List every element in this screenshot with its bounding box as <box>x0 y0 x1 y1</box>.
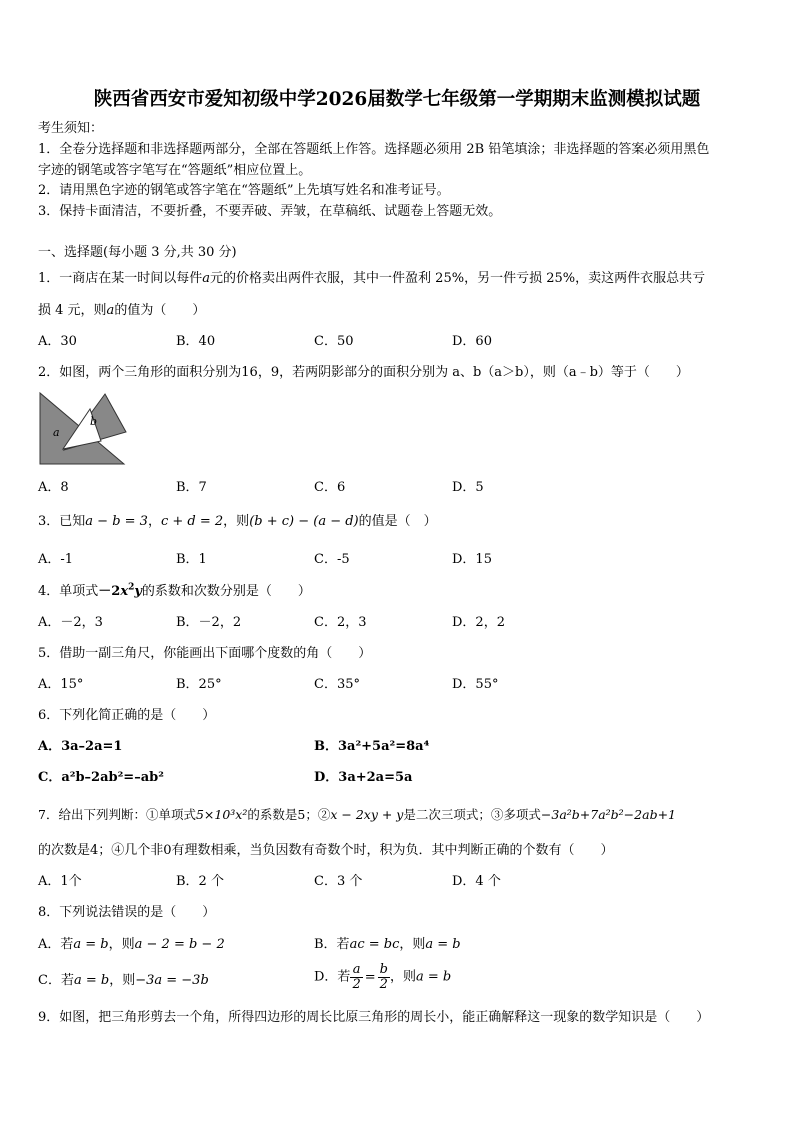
option-c: C．a²b–2ab²=–ab² <box>38 770 164 785</box>
option-b: B．3a²+5a²=8a⁴ <box>314 739 430 754</box>
option-d: D．4 个 <box>452 874 501 889</box>
question-4-text: 4．单项式$-2x^2y$的系数和次数分别是（ ） <box>38 582 311 599</box>
option-a: A．30 <box>38 334 77 349</box>
option-b: B．7 <box>176 480 207 495</box>
option-a: A．－2，3 <box>38 615 103 630</box>
option-a: A．3a–2a=1 <box>38 739 123 754</box>
question-1-line-2: 损 4 元，则a的值为（ ） <box>38 303 206 318</box>
option-b: B．2 个 <box>176 874 224 889</box>
label-b: b <box>90 415 98 428</box>
question-7-line-1: 7．给出下列判断：①单项式5×10³x²的系数是5；②x − 2xy + y是二次三项式；③多项式−3a²b+7a²b²−2ab+1 <box>38 807 676 822</box>
question-5-text: 5．借助一副三角尺，你能画出下面哪个度数的角（ ） <box>38 646 372 661</box>
option-c: C．2，3 <box>314 615 367 630</box>
option-c: C．50 <box>314 334 354 349</box>
option-c: C．若a = b，则−3a = −3b <box>38 973 209 988</box>
notice-item: 1．全卷分选择题和非选择题两部分，全部在答题纸上作答。选择题必须用 2B 铅笔填涂；非选择题的答案必须用黑色 <box>38 142 710 157</box>
option-c: C．3 个 <box>314 874 363 889</box>
fraction: $\frac{b}{2}$ <box>379 962 388 992</box>
option-d: D．5 <box>452 480 484 495</box>
notice-heading: 考生须知： <box>38 121 104 136</box>
question-9-text: 9．如图，把三角形剪去一个角，所得四边形的周长比原三角形的周长小，能正确解释这一现象的数学知识是（ ） <box>38 1010 710 1025</box>
option-b: B．若ac = bc，则a = b <box>314 937 461 952</box>
option-a: A．-1 <box>38 552 74 567</box>
section-heading: 一、选择题(每小题 3 分,共 30 分) <box>38 245 237 260</box>
option-a: A．若a = b，则a − 2 = b − 2 <box>38 937 225 952</box>
question-3-text: 3．已知a − b = 3，c + d = 2，则(b + c) − (a − d)的值是（ ） <box>38 514 437 529</box>
option-d: D．3a+2a=5a <box>314 770 413 785</box>
question-1-line-1: 1．一商店在某一时间以每件a元的价格卖出两件衣服，其中一件盈利 25%，另一件亏损 25%，卖这两件衣服总共亏 <box>38 271 706 286</box>
option-d: D．2，2 <box>452 615 505 630</box>
option-a: A．1个 <box>38 874 82 889</box>
notice-item: 字迹的钢笔或答字笔写在“答题纸”相应位置上。 <box>38 163 312 178</box>
question-7-line-2: 的次数是4；④几个非0有理数相乘，当负因数有奇数个时，积为负．其中判断正确的个数有（ ） <box>38 843 614 858</box>
option-d: D．60 <box>452 334 492 349</box>
option-b: B．40 <box>176 334 216 349</box>
option-b: B．25° <box>176 677 222 692</box>
option-a: A．15° <box>38 677 84 692</box>
triangles-figure <box>38 390 130 466</box>
option-b: B．－2，2 <box>176 615 242 630</box>
fraction: $\frac{a}{2}$ <box>352 962 361 992</box>
option-d: D．若 $\frac{a}{2}$ = $\frac{b}{2}$ ，则a = b <box>314 962 452 992</box>
option-c: C．6 <box>314 480 346 495</box>
label-a: a <box>53 426 60 439</box>
question-6-text: 6．下列化简正确的是（ ） <box>38 708 216 723</box>
notice-item: 2．请用黑色字迹的钢笔或答字笔在“答题纸”上先填写姓名和准考证号。 <box>38 183 450 198</box>
option-c: C．35° <box>314 677 360 692</box>
option-d: D．15 <box>452 552 492 567</box>
notice-item: 3．保持卡面清洁，不要折叠，不要弄破、弄皱，在草稿纸、试题卷上答题无效。 <box>38 204 502 219</box>
option-b: B．1 <box>176 552 207 567</box>
page-title: 陕西省西安市爱知初级中学2026届数学七年级第一学期期末监测模拟试题 <box>93 89 701 110</box>
option-c: C．-5 <box>314 552 350 567</box>
option-a: A．8 <box>38 480 69 495</box>
option-d: D．55° <box>452 677 499 692</box>
question-8-text: 8．下列说法错误的是（ ） <box>38 905 216 920</box>
question-2-text: 2．如图，两个三角形的面积分别为16，9，若两阴影部分的面积分别为 a、b（a＞b），则（a﹣b）等于（ ） <box>38 365 689 380</box>
